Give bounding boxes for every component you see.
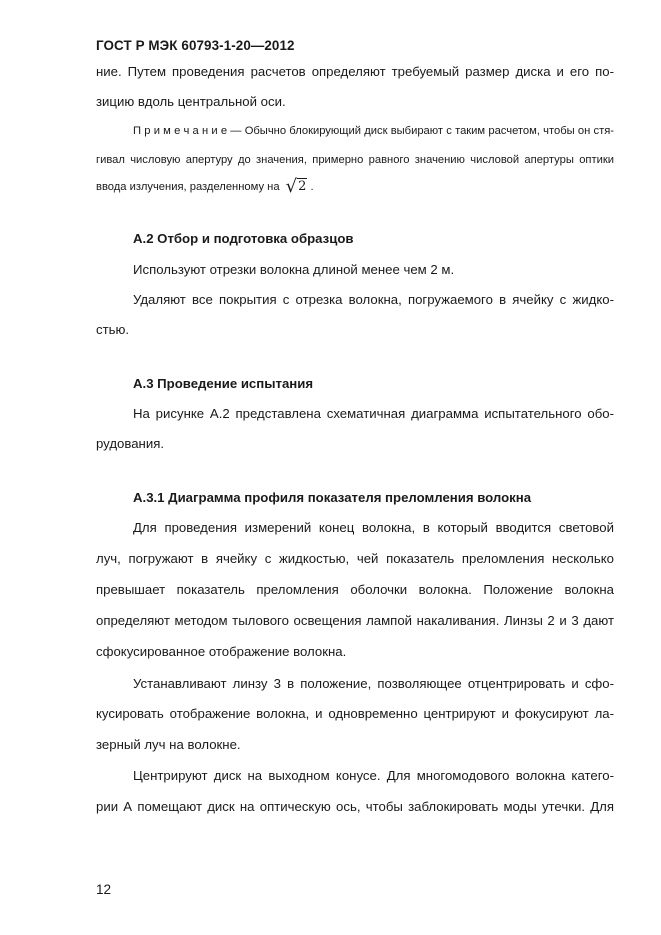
section-a31-p1-line-1: Для проведения измерений конец волокна, в который вводится световой [133,520,614,535]
page-number: 12 [96,882,112,897]
section-a3-paragraph-line-2: рудования. [96,436,165,451]
note-line-3-end: . [310,181,314,193]
section-a31-p1-line-2: луч, погружают в ячейку с жидкостью, чей показатель преломления несколько [96,551,614,566]
section-a31-p2-line-2: кусировать отображение волокна, и одновременно центрируют и фокусируют ла- [96,706,614,721]
intro-line-1: ние. Путем проведения расчетов определяют требуемый размер диска и его по- [96,64,614,79]
section-a31-p1-line-3: превышает показатель преломления оболочки волокна. Положение волокна [96,582,614,597]
section-a31-p2-line-1: Устанавливают линзу 3 в положение, позволяющее отцентрировать и сфо- [133,676,614,691]
note-line-3 [96,178,314,195]
section-a31-p2-line-3: зерный луч на волокне. [96,737,241,752]
section-a2-paragraph-1: Используют отрезки волокна длиной менее чем 2 м. [133,262,455,277]
section-a31-p1-line-5: сфокусированное отображение волокна. [96,644,347,659]
note-line-1: П р и м е ч а н и е — Обычно блокирующий диск выбирают с таким расчетом, чтобы он стя- [133,125,614,137]
section-a31-p3-line-1: Центрируют диск на выходном конусе. Для многомодового волокна катего- [133,768,614,783]
section-a31-title: А.3.1 Диаграмма профиля показателя преломления волокна [133,490,532,505]
section-a2-paragraph-2-line-1: Удаляют все покрытия с отрезка волокна, погружаемого в ячейку с жидко- [133,292,614,307]
section-a3-paragraph-line-1: На рисунке А.2 представлена схематичная диаграмма испытательного обо- [133,406,614,421]
section-a31-p1-line-4: определяют методом тылового освещения лампой накаливания. Линзы 2 и 3 дают [96,613,614,628]
section-a2-paragraph-2-line-2: стью. [96,322,130,337]
note-line-2: гивал числовую апертуру до значения, примерно равного значению числовой апертуры оптики [96,154,614,166]
intro-line-2: зицию вдоль центральной оси. [96,94,286,109]
note-line-3-text: ввода излучения, разделенному на [96,181,280,193]
square-root-value: 2 [298,179,307,194]
section-a3-title: А.3 Проведение испытания [133,376,314,391]
section-a31-p3-line-2: рии А помещают диск на оптическую ось, чтобы заблокировать моды утечки. Для [96,799,614,814]
section-a2-title: А.2 Отбор и подготовка образцов [133,231,354,246]
page-header: ГОСТ Р МЭК 60793-1-20—2012 [96,38,295,53]
square-root-symbol: √2 [285,176,307,197]
